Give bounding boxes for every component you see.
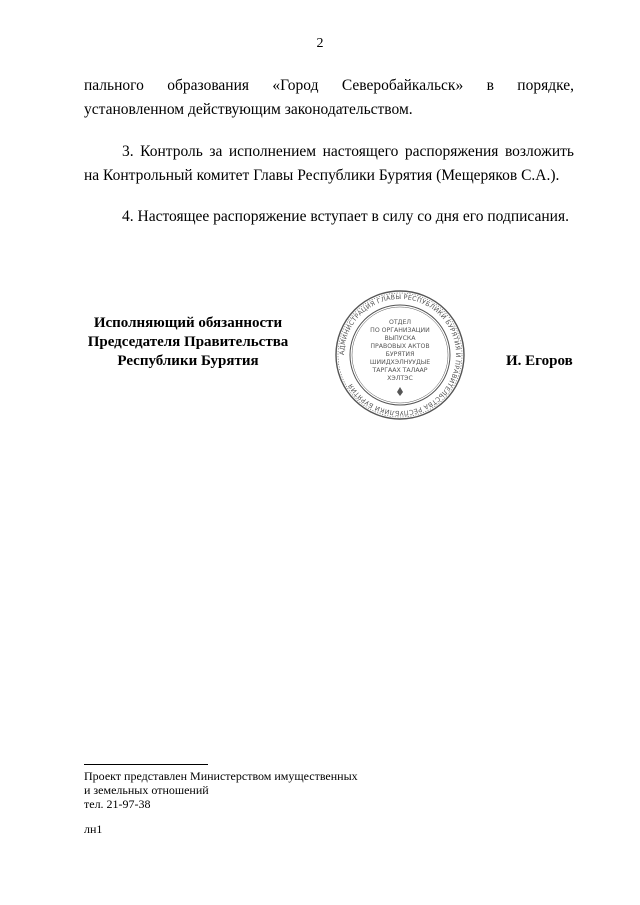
footnote bbox=[84, 769, 358, 811]
seal-outer-text: АДМИНИСТРАЦИЯ ГЛАВЫ РЕСПУБЛИКИ БУРЯТИЯ И ПРАВИТЕЛЬСТВА РЕСПУБЛИКИ БУРЯТИЯ bbox=[337, 292, 463, 418]
page-number: 2 bbox=[316, 36, 324, 51]
seal-emblem-icon bbox=[397, 387, 403, 396]
seal-inner-line: ПРАВОВЫХ АКТОВ bbox=[370, 343, 430, 350]
signer-title-line: Исполняющий обязанности bbox=[93, 315, 283, 331]
signer-name: И. Егоров bbox=[506, 353, 573, 369]
seal-inner-line: ПО ОРГАНИЗАЦИИ bbox=[370, 327, 430, 334]
paragraph-item-3: 3. Контроль за исполнением настоящего распоряжения возложить на Контрольный комитет Главы Республики Бурятия (Мещеряков С.А.). bbox=[84, 143, 574, 184]
footnote-divider bbox=[84, 764, 208, 765]
seal-inner-line: ШИИДХЭЛНУУДЫЕ bbox=[369, 359, 431, 366]
seal-inner-line: ОТДЕЛ bbox=[388, 319, 412, 326]
signer-title bbox=[80, 314, 296, 371]
seal-inner-line: БУРЯТИЯ bbox=[385, 351, 415, 358]
signer-title-line: Председателя Правительства bbox=[87, 334, 289, 350]
footnote-line: и земельных отношений bbox=[84, 783, 209, 797]
footnote-line: тел. 21-97-38 bbox=[84, 797, 151, 811]
paragraph-item-4: 4. Настоящее распоряжение вступает в силу со дня его подписания. bbox=[122, 208, 569, 225]
paragraph-continuation: пального образования «Город Северобайкальск» в порядке, установленном действующим законодательством. bbox=[84, 77, 574, 118]
signer-title-line: Республики Бурятия bbox=[117, 353, 259, 369]
official-seal bbox=[334, 289, 466, 421]
seal-inner-line: ХЭЛТЭС bbox=[387, 375, 413, 382]
footnote-line: Проект представлен Министерством имущественных bbox=[84, 769, 358, 783]
seal-inner-line: ВЫПУСКА bbox=[384, 335, 416, 342]
document-code: лн1 bbox=[84, 822, 103, 836]
seal-inner-line: ТАРГААХ ТАЛААР bbox=[372, 367, 428, 374]
